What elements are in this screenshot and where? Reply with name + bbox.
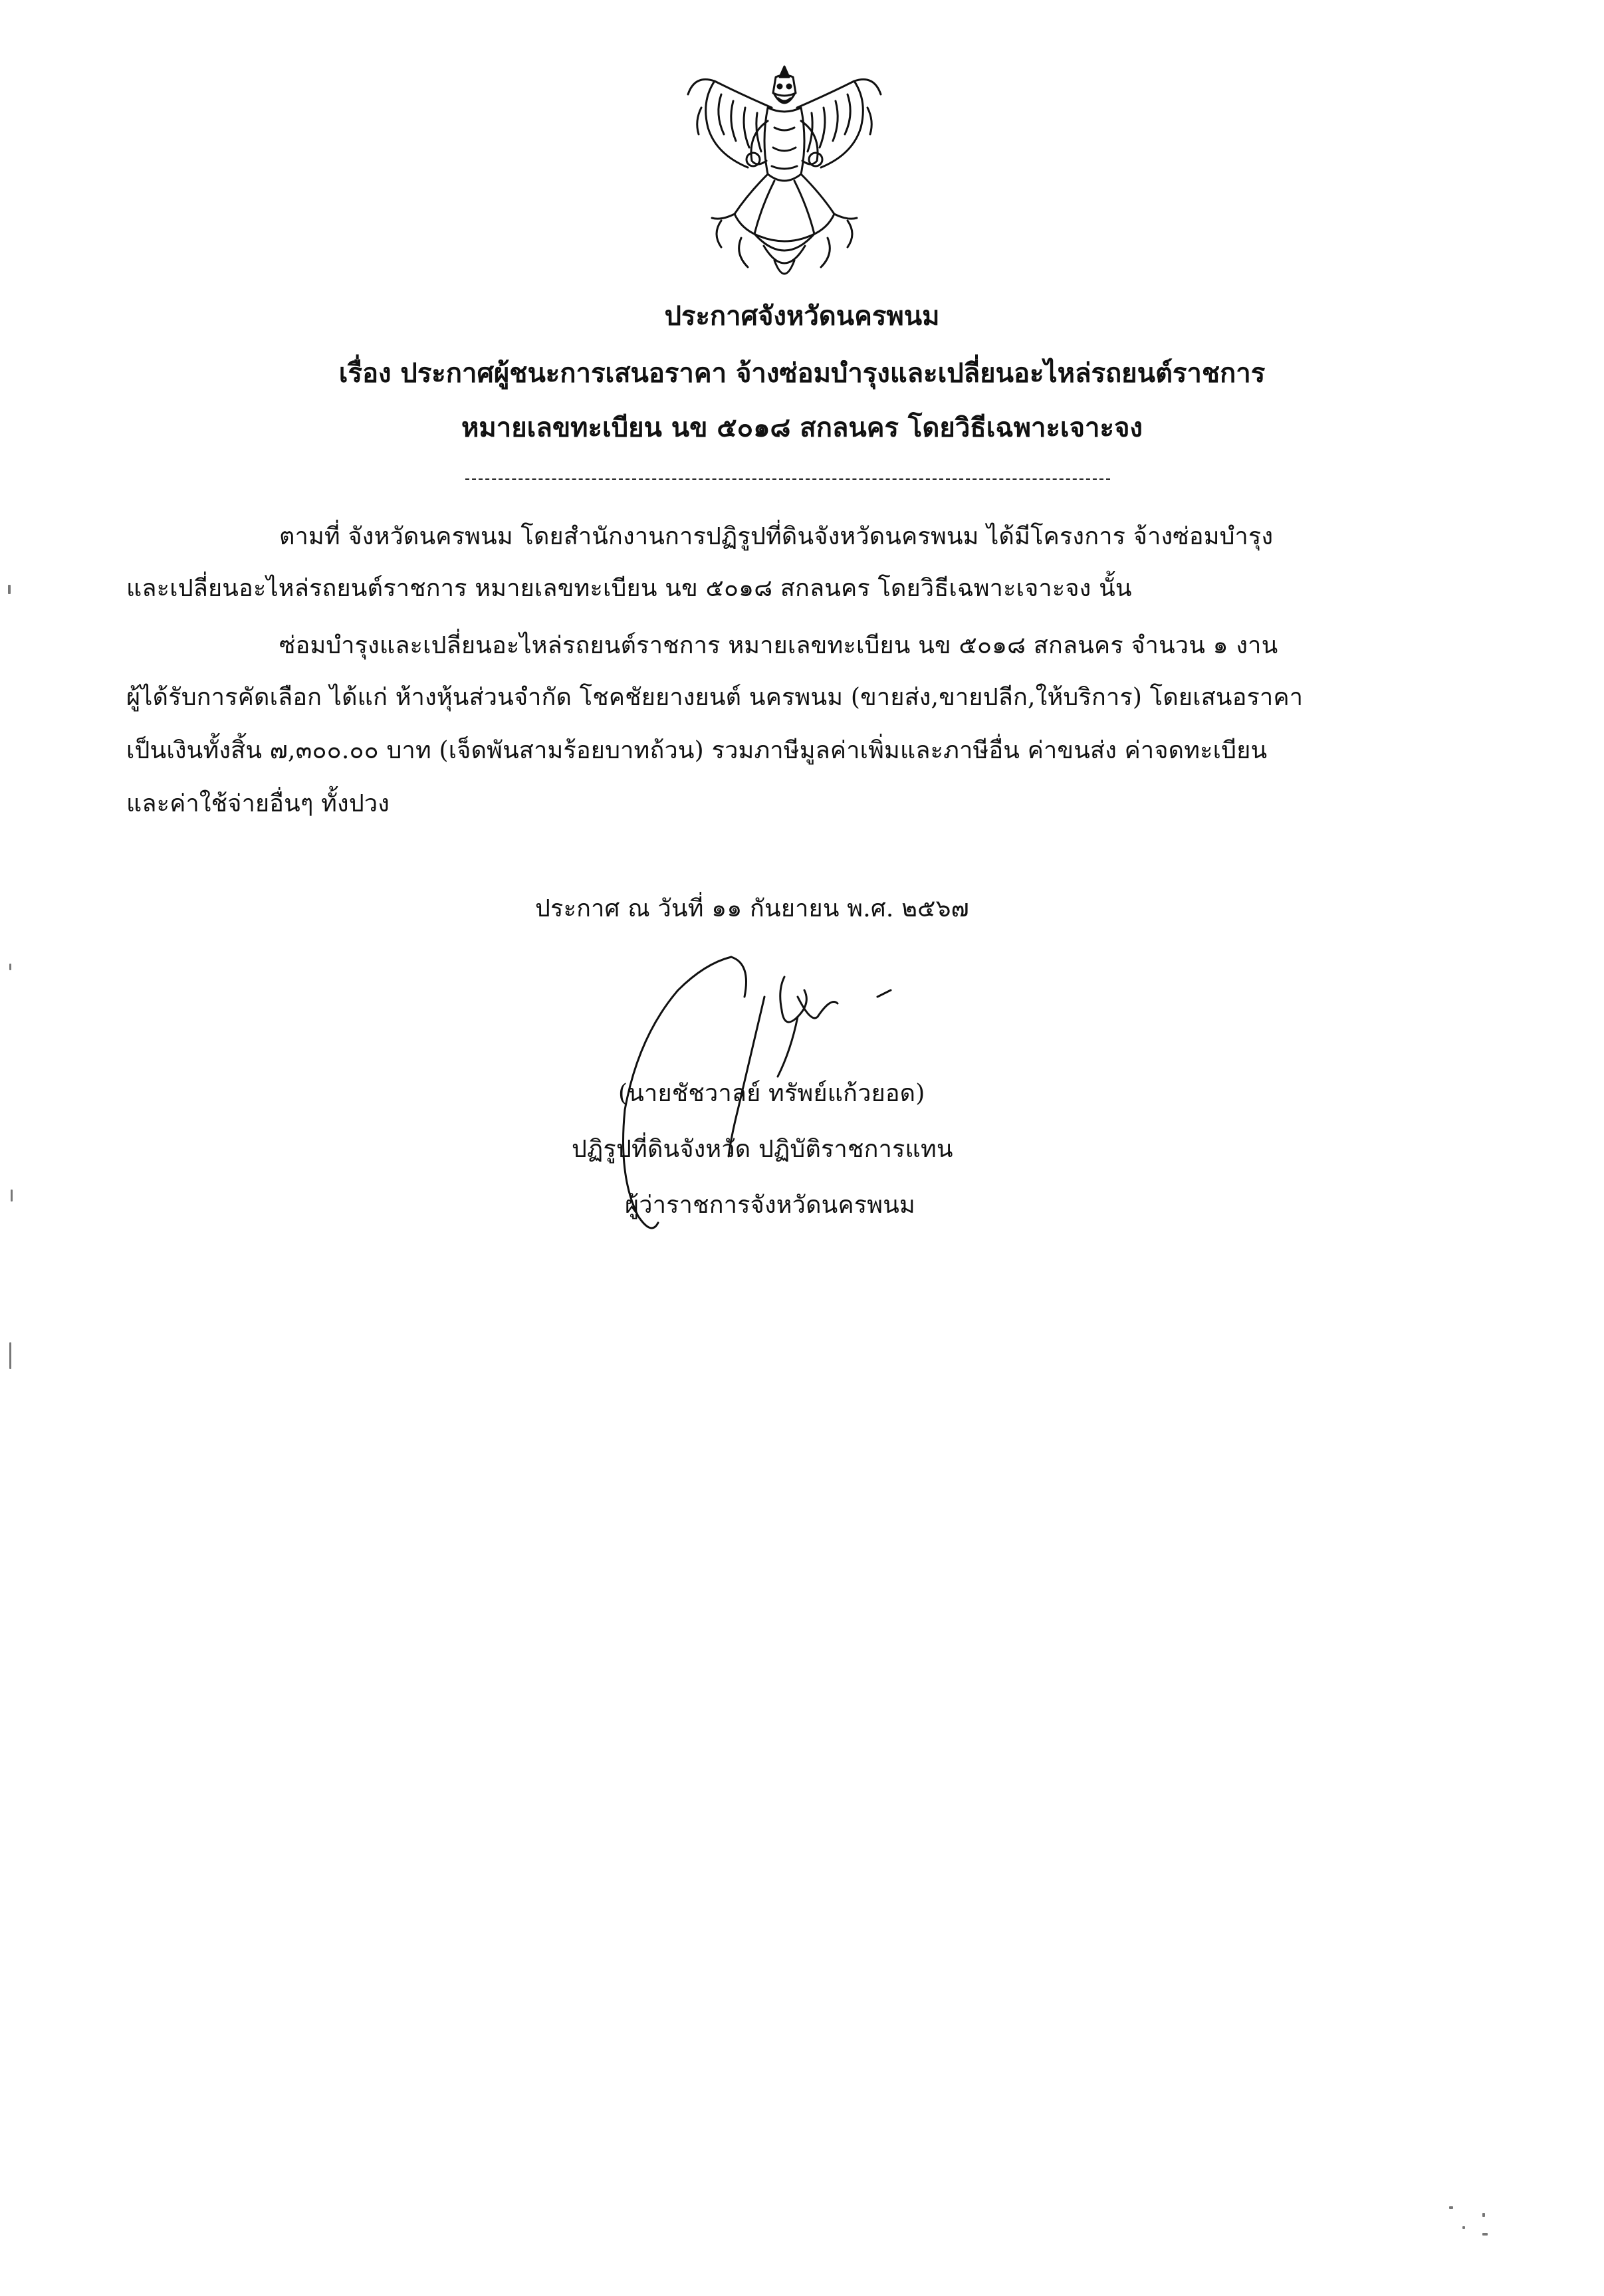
body-paragraph-1-line-2: และเปลี่ยนอะไหล่รถยนต์ราชการ หมายเลขทะเบียน นข ๕๐๑๘ สกลนคร โดยวิธีเฉพาะเจาะจง นั้น — [126, 575, 1132, 602]
announcement-title: ประกาศจังหวัดนครพนม — [664, 300, 940, 332]
body-paragraph-2-line-4: และค่าใช้จ่ายอื่นๆ ทั้งปวง — [126, 790, 390, 817]
title-divider — [465, 478, 1110, 480]
body-paragraph-2-line-1: ซ่อมบำรุงและเปลี่ยนอะไหล่รถยนต์ราชการ หมายเลขทะเบียน นข ๕๐๑๘ สกลนคร จำนวน ๑ งาน — [279, 632, 1278, 659]
scan-speck — [1449, 2206, 1453, 2209]
body-paragraph-1-line-1: ตามที่ จังหวัดนครพนม โดยสำนักงานการปฏิรูปที่ดินจังหวัดนครพนม ได้มีโครงการ จ้างซ่อมบำรุง — [279, 523, 1274, 550]
scan-speck — [9, 1342, 11, 1369]
signer-position: ปฏิรูปที่ดินจังหวัด ปฏิบัติราชการแทน — [572, 1136, 953, 1163]
garuda-emblem-icon — [675, 54, 894, 294]
scan-speck — [1482, 2233, 1488, 2236]
scan-speck — [1482, 2213, 1485, 2217]
scan-speck — [1462, 2226, 1465, 2229]
body-paragraph-2-line-3: เป็นเงินทั้งสิ้น ๗,๓๐๐.๐๐ บาท (เจ็ดพันสามร้อยบาทถ้วน) รวมภาษีมูลค่าเพิ่มและภาษีอื่น ค่าขนส่ง ค่าจดทะเบียน — [126, 737, 1268, 764]
signer-name: (นายชัชวาลย์ ทรัพย์แก้วยอด) — [618, 1080, 925, 1107]
signer-authority: ผู้ว่าราชการจังหวัดนครพนม — [625, 1192, 915, 1219]
scan-speck — [11, 1190, 13, 1201]
announcement-subject-line2: หมายเลขทะเบียน นข ๕๐๑๘ สกลนคร โดยวิธีเฉพาะเจาะจง — [461, 412, 1143, 443]
body-paragraph-2-line-2: ผู้ได้รับการคัดเลือก ได้แก่ ห้างหุ้นส่วนจำกัด โชคชัยยางยนต์ นครพนม (ขายส่ง,ขายปลีก,ให้บริการ) โดยเสนอราคา — [126, 684, 1304, 711]
announcement-subject: เรื่อง ประกาศผู้ชนะการเสนอราคา จ้างซ่อมบำรุงและเปลี่ยนอะไหล่รถยนต์ราชการ — [338, 358, 1266, 389]
announcement-date: ประกาศ ณ วันที่ ๑๑ กันยายน พ.ศ. ๒๕๖๗ — [535, 895, 969, 922]
scan-speck — [8, 585, 11, 594]
scan-speck — [9, 964, 11, 970]
